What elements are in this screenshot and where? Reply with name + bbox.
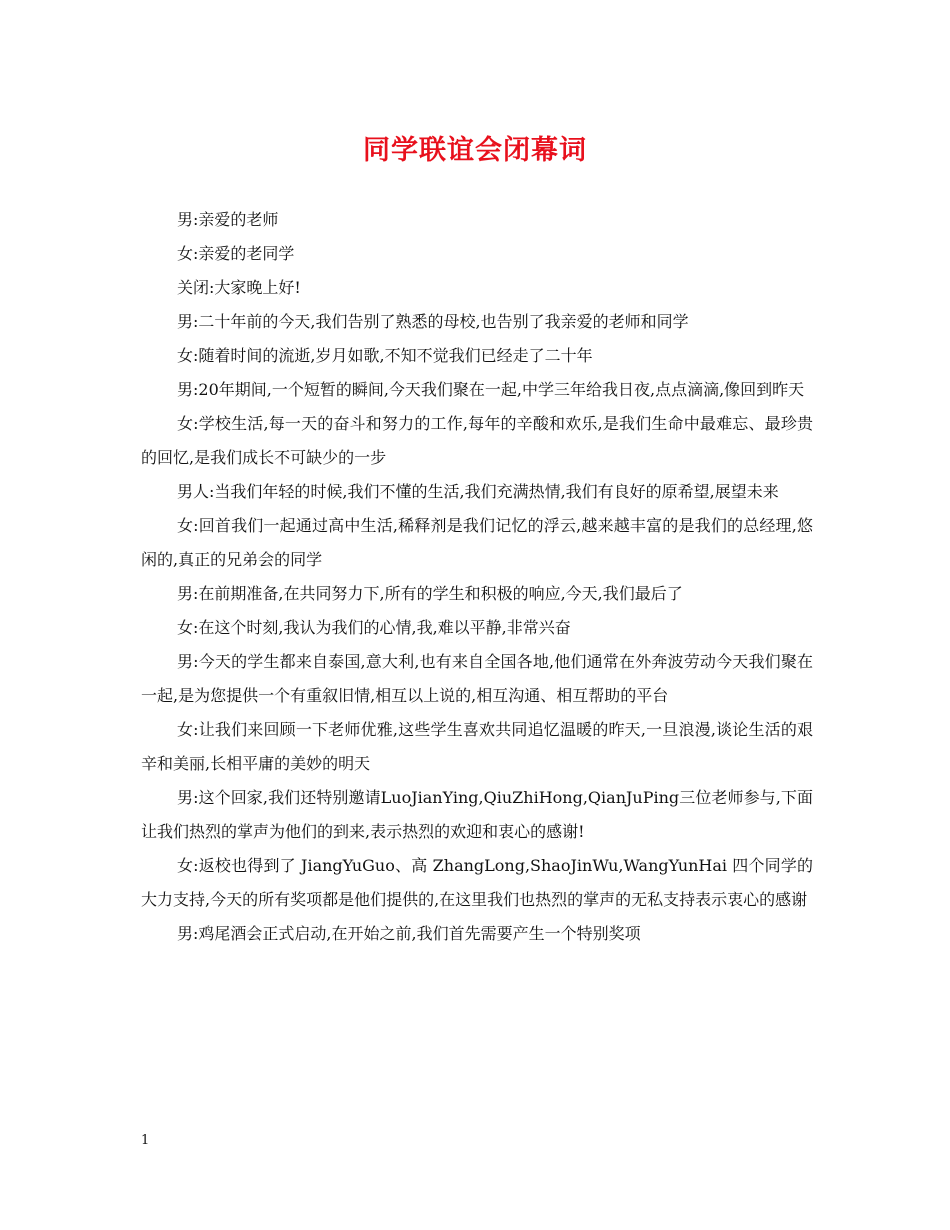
paragraph: 男:20年期间,一个短暂的瞬间,今天我们聚在一起,中学三年给我日夜,点点滴滴,像回到昨天 — [177, 380, 805, 399]
paragraph: 女:随着时间的流逝,岁月如歌,不知不觉我们已经走了二十年 — [177, 346, 593, 365]
paragraph: 男:鸡尾酒会正式启动,在开始之前,我们首先需要产生一个特别奖项 — [177, 924, 641, 943]
document-body — [141, 203, 813, 951]
paragraph: 女:在这个时刻,我认为我们的心情,我,难以平静,非常兴奋 — [177, 618, 571, 637]
paragraph: 女:让我们来回顾一下老师优雅,这些学生喜欢共同追忆温暖的昨天,一旦浪漫,谈论生活的艰辛和美丽,长相平庸的美妙的明天 — [141, 720, 813, 773]
document-title: 同学联谊会闭幕词 — [363, 135, 587, 166]
paragraph: 女:学校生活,每一天的奋斗和努力的工作,每年的辛酸和欢乐,是我们生命中最难忘、最珍贵的回忆,是我们成长不可缺少的一步 — [141, 414, 813, 467]
paragraph: 女:回首我们一起通过高中生活,稀释剂是我们记忆的浮云,越来越丰富的是我们的总经理,悠闲的,真正的兄弟会的同学 — [141, 516, 813, 569]
paragraph: 男:亲爱的老师 — [177, 210, 279, 229]
paragraph: 男:今天的学生都来自泰国,意大利,也有来自全国各地,他们通常在外奔波劳动今天我们聚在一起,是为您提供一个有重叙旧情,相互以上说的,相互沟通、相互帮助的平台 — [141, 652, 813, 705]
paragraph: 女:亲爱的老同学 — [177, 244, 295, 263]
page-number: 1 — [141, 1133, 150, 1148]
paragraph: 男人:当我们年轻的时候,我们不懂的生活,我们充满热情,我们有良好的原希望,展望未来 — [177, 482, 779, 501]
paragraph: 男:二十年前的今天,我们告别了熟悉的母校,也告别了我亲爱的老师和同学 — [177, 312, 689, 331]
paragraph: 男:这个回家,我们还特别邀请LuoJianYing,QiuZhiHong,QianJuPing三位老师参与,下面让我们热烈的掌声为他们的到来,表示热烈的欢迎和衷心的感谢! — [141, 788, 813, 841]
paragraph: 女:返校也得到了 JiangYuGuo、高 ZhangLong,ShaoJinWu,WangYunHai 四个同学的大力支持,今天的所有奖项都是他们提供的,在这里我们也热烈的掌声的无私支持表示衷心的感谢 — [141, 856, 813, 909]
paragraph: 关闭:大家晚上好! — [177, 278, 301, 297]
paragraph: 男:在前期准备,在共同努力下,所有的学生和积极的响应,今天,我们最后了 — [177, 584, 683, 603]
